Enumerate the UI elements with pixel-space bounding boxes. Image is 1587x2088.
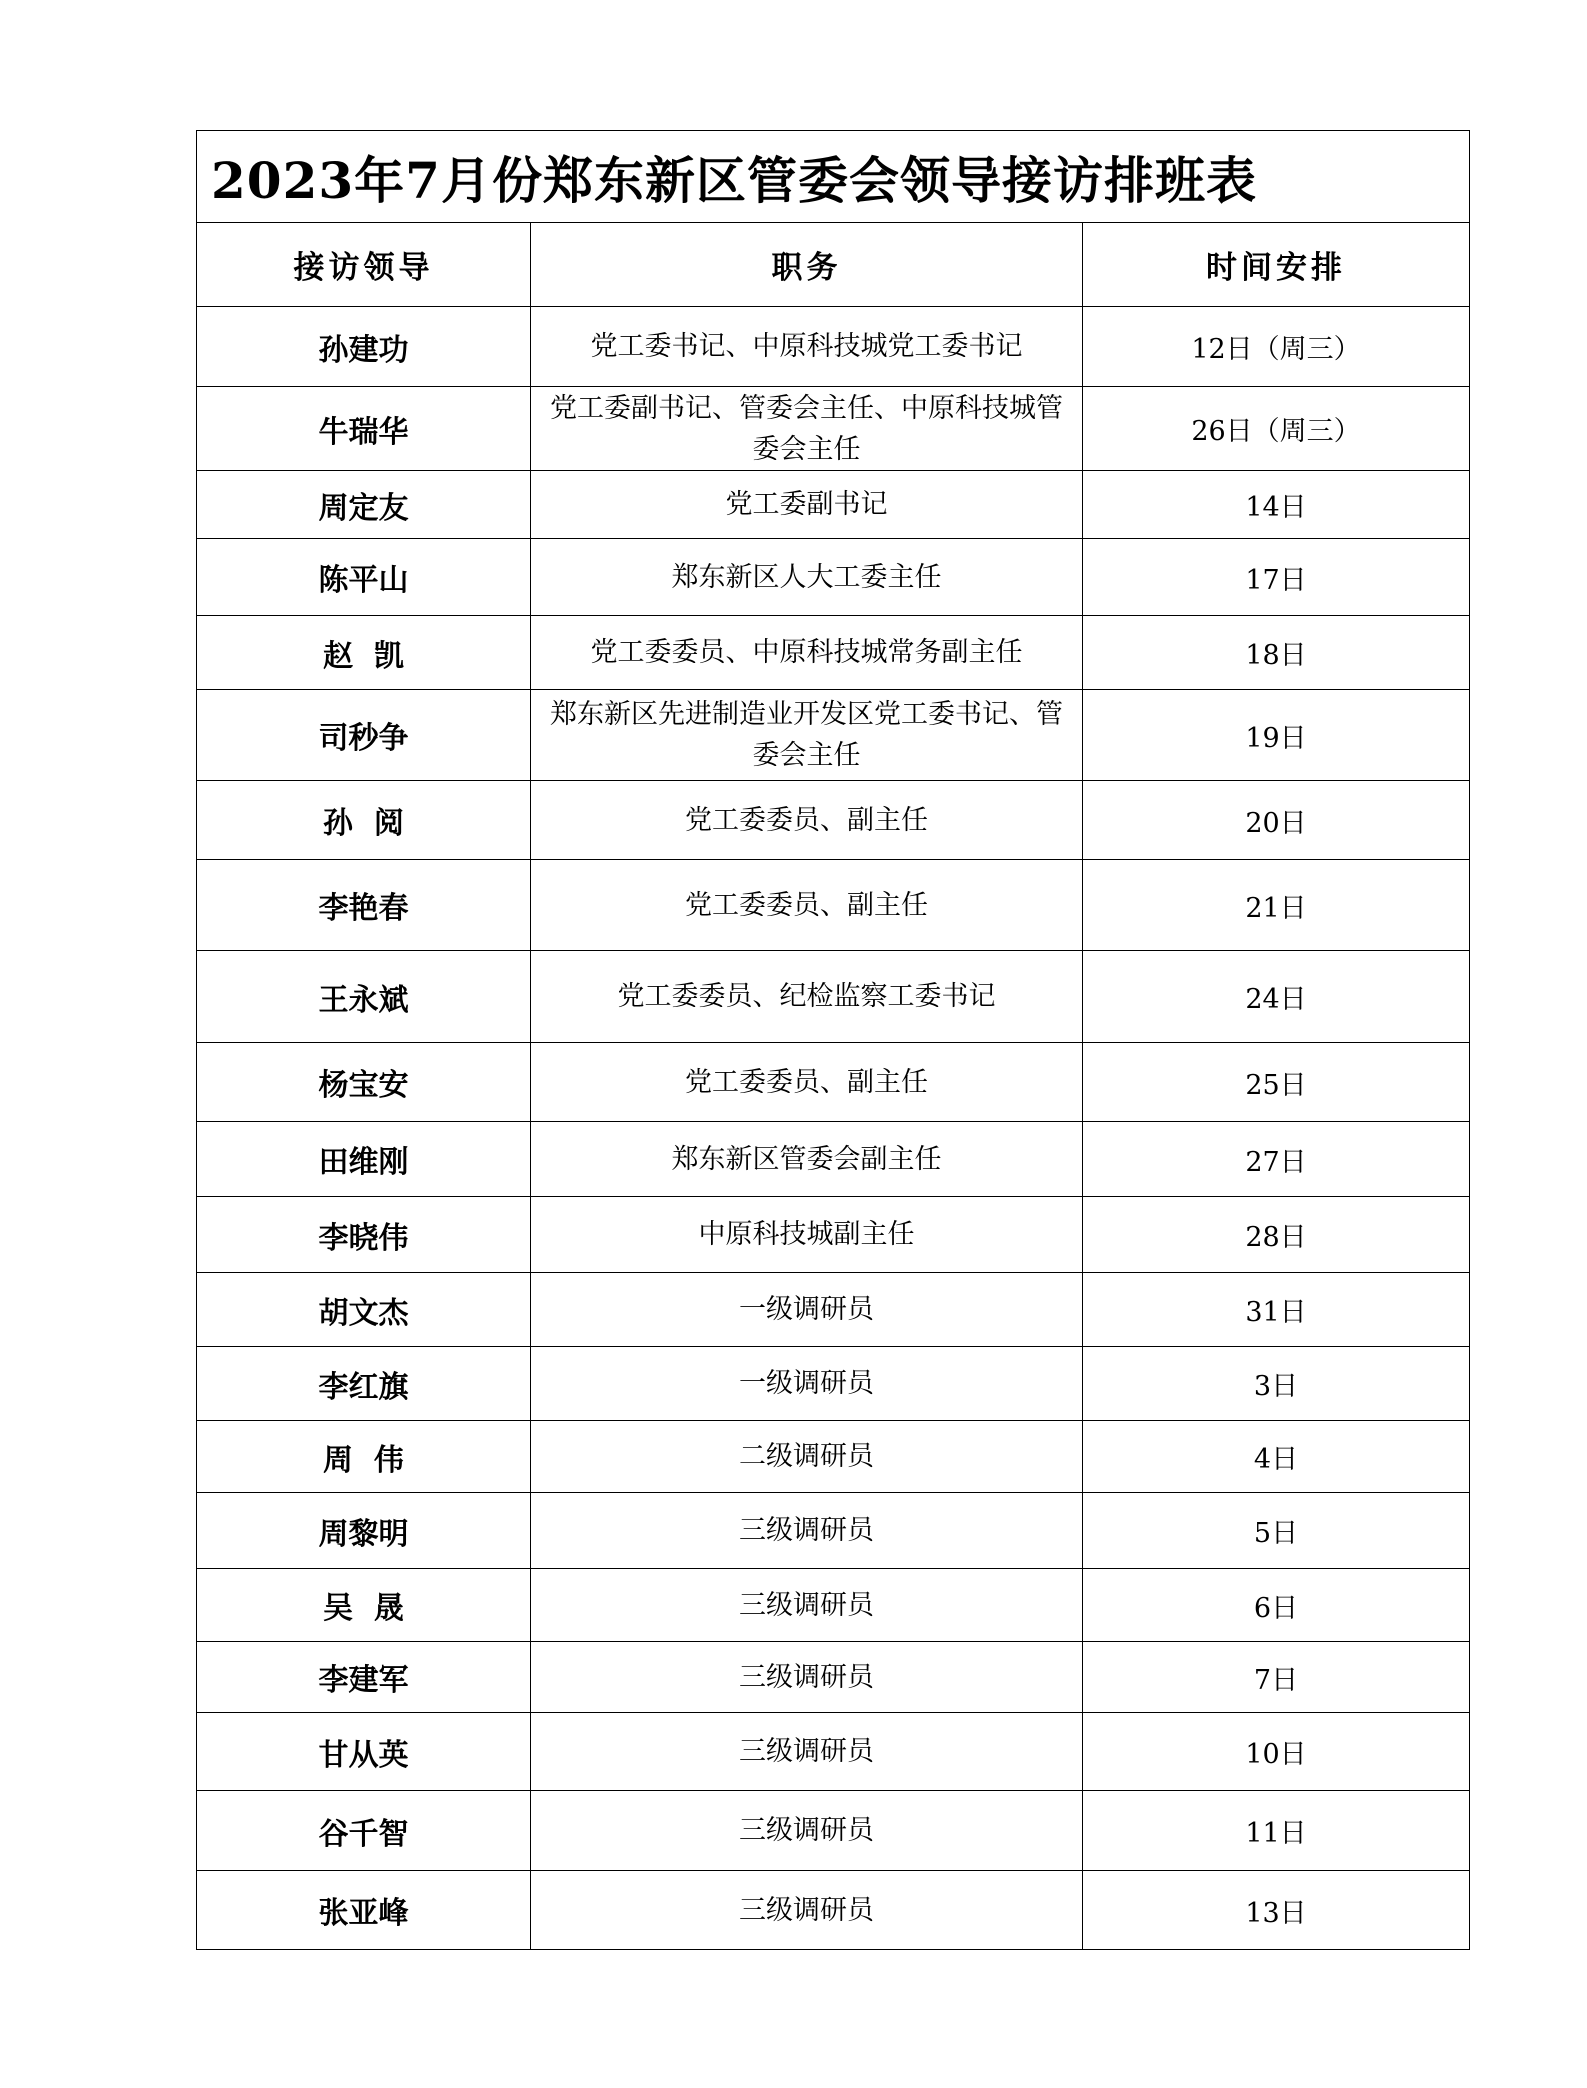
visit-time: 28日 — [1083, 1197, 1470, 1273]
leader-duty: 党工委委员、副主任 — [531, 1043, 1083, 1122]
leader-duty: 党工委委员、纪检监察工委书记 — [531, 951, 1083, 1043]
leader-duty: 党工委副书记 — [531, 471, 1083, 539]
leader-name: 牛瑞华 — [197, 387, 531, 471]
leader-name: 周定友 — [197, 471, 531, 539]
leader-name: 陈平山 — [197, 539, 531, 616]
table-row — [197, 690, 1470, 781]
leader-duty: 党工委书记、中原科技城党工委书记 — [531, 307, 1083, 387]
table-row — [197, 781, 1470, 860]
leader-duty: 中原科技城副主任 — [531, 1197, 1083, 1273]
leader-name: 胡文杰 — [197, 1273, 531, 1347]
visit-time: 6日 — [1083, 1569, 1470, 1642]
table-row — [197, 951, 1470, 1043]
visit-time: 5日 — [1083, 1493, 1470, 1569]
table-row — [197, 1569, 1470, 1642]
visit-time: 3日 — [1083, 1347, 1470, 1421]
visit-time: 17日 — [1083, 539, 1470, 616]
visit-time: 24日 — [1083, 951, 1470, 1043]
leader-duty: 郑东新区管委会副主任 — [531, 1122, 1083, 1197]
table-row — [197, 1421, 1470, 1493]
leader-duty: 党工委委员、副主任 — [531, 781, 1083, 860]
visit-time: 18日 — [1083, 616, 1470, 690]
leader-name: 李艳春 — [197, 860, 531, 951]
leader-name: 李红旗 — [197, 1347, 531, 1421]
leader-name: 田维刚 — [197, 1122, 531, 1197]
visit-time: 7日 — [1083, 1642, 1470, 1713]
leader-name: 司秒争 — [197, 690, 531, 781]
header-time: 时间安排 — [1083, 223, 1470, 307]
table-row — [197, 1273, 1470, 1347]
leader-name: 杨宝安 — [197, 1043, 531, 1122]
leader-name: 周黎明 — [197, 1493, 531, 1569]
header-duty: 职务 — [531, 223, 1083, 307]
table-row — [197, 471, 1470, 539]
table-row — [197, 539, 1470, 616]
leader-name: 甘从英 — [197, 1713, 531, 1791]
leader-duty: 三级调研员 — [531, 1569, 1083, 1642]
table-row — [197, 1871, 1470, 1950]
leader-duty: 三级调研员 — [531, 1642, 1083, 1713]
leader-name: 王永斌 — [197, 951, 531, 1043]
leader-duty: 一级调研员 — [531, 1273, 1083, 1347]
leader-name: 孙 阅 — [197, 781, 531, 860]
visit-time: 27日 — [1083, 1122, 1470, 1197]
header-leader: 接访领导 — [197, 223, 531, 307]
visit-time: 20日 — [1083, 781, 1470, 860]
visit-time: 21日 — [1083, 860, 1470, 951]
visit-time: 26日（周三） — [1083, 387, 1470, 471]
leader-name: 孙建功 — [197, 307, 531, 387]
visit-time: 31日 — [1083, 1273, 1470, 1347]
leader-duty: 党工委副书记、管委会主任、中原科技城管委会主任 — [531, 387, 1083, 471]
schedule-table — [196, 130, 1470, 1950]
leader-duty: 三级调研员 — [531, 1871, 1083, 1950]
visit-time: 4日 — [1083, 1421, 1470, 1493]
leader-duty: 三级调研员 — [531, 1493, 1083, 1569]
page-title: 2023年7月份郑东新区管委会领导接访排班表 — [197, 131, 1470, 223]
leader-duty: 郑东新区先进制造业开发区党工委书记、管委会主任 — [531, 690, 1083, 781]
leader-name: 谷千智 — [197, 1791, 531, 1871]
leader-duty: 三级调研员 — [531, 1713, 1083, 1791]
table-row — [197, 1642, 1470, 1713]
title-row — [197, 131, 1470, 223]
visit-time: 10日 — [1083, 1713, 1470, 1791]
table-row — [197, 1493, 1470, 1569]
leader-duty: 一级调研员 — [531, 1347, 1083, 1421]
leader-name: 赵 凯 — [197, 616, 531, 690]
visit-time: 12日（周三） — [1083, 307, 1470, 387]
visit-time: 11日 — [1083, 1791, 1470, 1871]
leader-duty: 党工委委员、副主任 — [531, 860, 1083, 951]
table-row — [197, 1713, 1470, 1791]
leader-duty: 郑东新区人大工委主任 — [531, 539, 1083, 616]
leader-duty: 二级调研员 — [531, 1421, 1083, 1493]
leader-duty: 党工委委员、中原科技城常务副主任 — [531, 616, 1083, 690]
leader-name: 吴 晟 — [197, 1569, 531, 1642]
leader-duty: 三级调研员 — [531, 1791, 1083, 1871]
table-row — [197, 1791, 1470, 1871]
schedule-table-body — [197, 131, 1470, 1950]
leader-name: 张亚峰 — [197, 1871, 531, 1950]
table-row — [197, 1122, 1470, 1197]
table-row — [197, 1347, 1470, 1421]
table-row — [197, 1197, 1470, 1273]
table-row — [197, 1043, 1470, 1122]
table-row — [197, 616, 1470, 690]
header-row — [197, 223, 1470, 307]
table-row — [197, 860, 1470, 951]
leader-name: 李晓伟 — [197, 1197, 531, 1273]
leader-name: 李建军 — [197, 1642, 531, 1713]
leader-name: 周 伟 — [197, 1421, 531, 1493]
table-row — [197, 307, 1470, 387]
visit-time: 13日 — [1083, 1871, 1470, 1950]
visit-time: 14日 — [1083, 471, 1470, 539]
visit-time: 25日 — [1083, 1043, 1470, 1122]
table-row — [197, 387, 1470, 471]
visit-time: 19日 — [1083, 690, 1470, 781]
